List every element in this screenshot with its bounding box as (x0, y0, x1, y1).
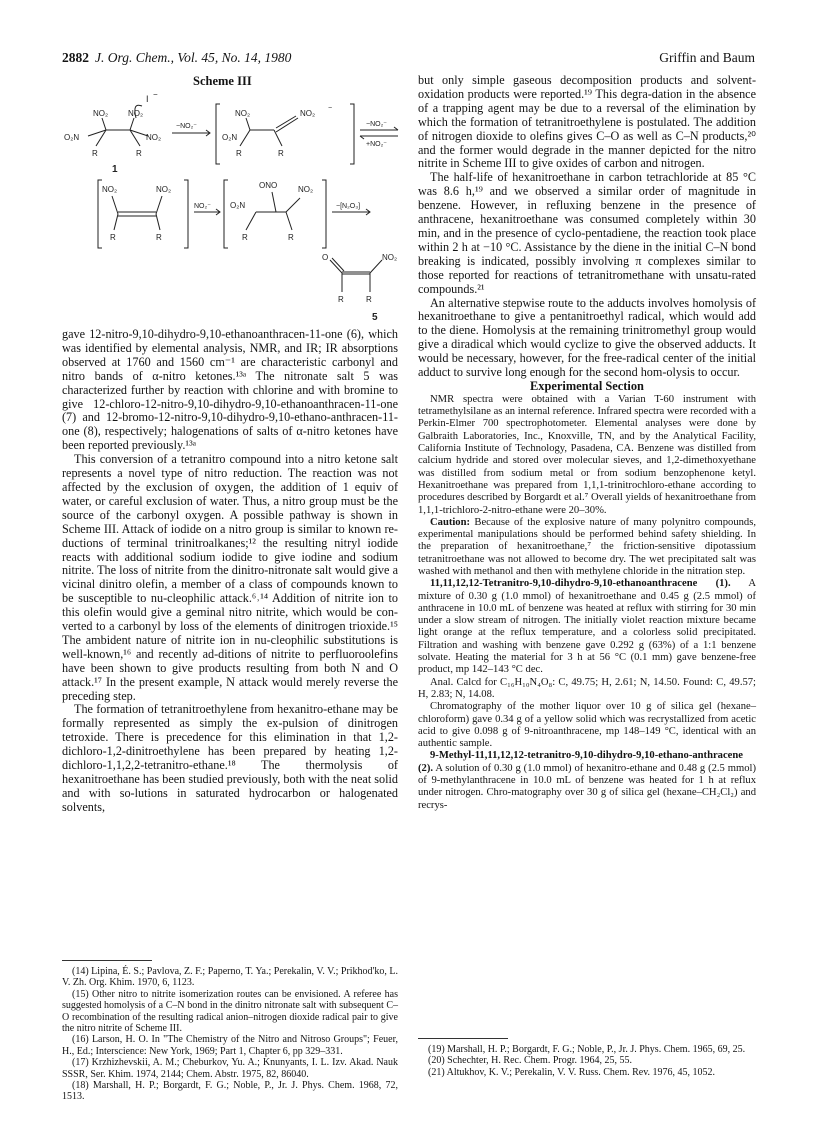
iodide-charge: − (153, 90, 158, 99)
footnote: (18) Marshall, H. P.; Borgardt, F. G.; Noble, P., Jr. J. Phys. Chem. 1968, 72, 1513. (62, 1080, 398, 1103)
exp-paragraph: Anal. Calcd for C₁₆H₁₀N₄O₈: C, 49.75; H, 2.61; N, 14.50. Found: C, 49.57; H, 2.83; N, 14.08. (418, 676, 756, 700)
exp-paragraph: Chromatography of the mother liquor over 10 g of silica gel (hexane–chloroform) gave 0.34 g of a yellow solid which was recrystallized from acetic acid to give 0.098 g of 9-nitroanthracene, mp 148–149 °C, identical with an authentic sample. (418, 701, 756, 750)
procedure-text: A mixture of 0.30 g (1.0 mmol) of hexanitroethane and 0.45 g (2.5 mmol) of anthracene in 10.0 mL of benzene was heated at reflux with stirring for 30 min under a slow stream of nitrogen. The initially violet reaction mixture became light orange at the reflux temperature, and a colorless solid precipitated. Filtration and washing with benzene gave 0.292 g (63%) of a 1:1 benzene solvate. Heating the material for 3 h at 56 °C (0.1 mm) gave benzene-free product, mp 142–143 °C dec. (418, 578, 756, 676)
r-label: R (236, 149, 242, 158)
body-paragraph: but only simple gaseous decomposition products and solvent-oxidation products were reported.¹⁹ This degra-dation in the absence of a trapping agent may be due to a reversal of the elimination by which the formation of tetranitroethylene is postulated. The addition of nitrogen dioxide to olefins gives C–O as well as C–N products,²⁰ and the former would degrade in the manner depicted for the nitro nitrite in Scheme III to give oxides of carbon and nitrogen. (418, 73, 756, 171)
o2n-label: O₂N (222, 133, 238, 142)
arrow-label: +NO₂⁻ (366, 141, 387, 148)
left-footnotes (62, 966, 398, 1103)
equilibrium-arrows-1 (360, 121, 398, 148)
structure-5 (322, 253, 397, 323)
r-label: R (92, 149, 98, 158)
arrow-label: −NO₂⁻ (176, 123, 197, 130)
footnote: (15) Other nitro to nitrite isomerization routes can be envisioned. A referee has suggested homolysis of a C–N bond in the dinitro nitronate salt with subsequent C–O recombination of the resulting radical anion–nitrogen dioxide radical pair to give the nitro nitrite of Scheme III. (62, 988, 398, 1035)
ono-label: ONO (259, 181, 278, 190)
oxygen-label: O (322, 253, 329, 262)
no2-label: NO₂ (156, 185, 172, 194)
iodide-label: I (146, 94, 149, 104)
reaction-arrow-1 (172, 123, 210, 136)
nitro-nitrite-intermediate (224, 180, 326, 248)
reaction-arrow-3 (332, 203, 370, 215)
header-citation (62, 50, 291, 66)
no2-label: NO₂ (382, 253, 398, 262)
no2-label: NO₂ (146, 133, 162, 142)
exp-paragraph (418, 750, 756, 811)
no2-label: NO₂ (235, 109, 251, 118)
left-column-body (62, 328, 398, 815)
procedure-text: A solution of 0.30 g (1.0 mmol) of hexanitro-ethane and 0.48 g (2.5 mmol) of 9-methylanthracene in 10.0 mL of benzene was heated for 1 h at reflux under nitrogen. Chro-matography over 30 g of silica gel (hexane–CH₂Cl₂) and recrys- (418, 762, 756, 811)
intermediate-nitronate (216, 104, 354, 164)
r-label: R (288, 233, 294, 242)
body-paragraph: An alternative stepwise route to the adducts involves homolysis of hexanitroethane to give a pentanitroethyl radical, which would add to the diene. Homolysis at the remaining trinitromethyl group would give a diradical which would cyclize to give the observed adducts. It would be necessary, however, for the free-radical center of the initial adduct to survive long enough for the second hom-olysis to occur. (418, 295, 756, 380)
page-number: 2882 (62, 50, 89, 65)
experimental-heading: Experimental Section (530, 378, 644, 393)
body-paragraph: The formation of tetranitroethylene from hexanitro-ethane may be formally represented as simply the ex-pulsion of dinitrogen tetroxide. There is precedence for this elimination in that 1,2-dichloro-1,2-dinitroethylene has been prepared by heating 1,2-dichloro-1,1,2,2-tetranitro-ethane.¹⁸ The thermolysis of hexanitroethane has been studied previously, both with the neat solid and with so-lutions in saturated hydrocarbon or halogenated solvents, (62, 702, 398, 814)
o2n-label: O₂N (230, 201, 246, 210)
caution-lead: Caution: (430, 516, 471, 528)
no2-label: NO₂ (300, 109, 316, 118)
footnote: (19) Marshall, H. P.; Borgardt, F. G.; Noble, P., Jr. J. Phys. Chem. 1965, 69, 25. (428, 1044, 746, 1055)
footnote: (17) Krzhizhevskii, A. M.; Cheburkov, Yu. A.; Knunyants, I. L. Izv. Akad. Nauk SSSR, Ser. Khim. 1974, 2144; Chem. Abstr. 1975, 82, 86040. (62, 1057, 398, 1080)
footnote: (16) Larson, H. O. In "The Chemistry of the Nitro and Nitroso Groups"; Feuer, H., Ed.; Interscience: New York, 1969; Part 1, Chapter 6, pp 329–331. (62, 1034, 398, 1057)
dinitro-olefin (98, 180, 188, 248)
right-footnotes (418, 1044, 756, 1078)
no2-label: NO₂ (93, 109, 109, 118)
scheme-title: Scheme III (193, 74, 252, 88)
r-label: R (156, 233, 162, 242)
arrow-label: −[N₂O₃] (336, 203, 361, 210)
o2n-label: O₂N (64, 133, 80, 142)
right-column-body (418, 74, 756, 812)
experimental-section (418, 394, 756, 812)
arrow-label: NO₂⁻ (194, 203, 211, 210)
no2-label: NO₂ (298, 185, 314, 194)
footnote: (21) Altukhov, K. V.; Perekalin, V. V. Russ. Chem. Rev. 1976, 45, 1052. (428, 1066, 716, 1078)
charge-label: − (328, 105, 333, 112)
reaction-arrow-2 (194, 203, 220, 215)
structure-1 (64, 90, 161, 175)
footnote: (14) Lipina, É. S.; Pavlova, Z. F.; Paperno, T. Ya.; Perekalin, V. V.; Prikhod'ko, L. V. Zh. Org. Khim. 1970, 6, 1123. (62, 966, 398, 989)
footnote-rule (62, 960, 152, 961)
scheme-iii-diagram (60, 88, 405, 328)
running-header (62, 50, 755, 68)
body-paragraph: gave 12-nitro-9,10-dihydro-9,10-ethanoanthracen-11-one (6), which was identified by elemental analysis, NMR, and IR; IR absorptions observed at 1760 and 1560 cm⁻¹ are characteristic carbonyl and nitro bands of α-nitro ketones.¹³ᵃ The nitronate salt 5 was characterized further by reaction with chlorine and with bromine to give 12-chloro-12-nitro-9,10-dihydro-9,10-ethanoanthracen-11-one (7) and 12-bromo-12-nitro-9,10-dihydro-9,10-ethano-anthracen-11-one (8), respectively; halogenations of salts of α-nitro ketones have been reported previously.¹³ᵃ (62, 327, 398, 453)
compound-heading: 9-Methyl-11,11,12,12-tetranitro-9,10-dihydro-9,10-ethano-anthracene (2). (418, 750, 743, 774)
r-label: R (242, 233, 248, 242)
exp-paragraph (418, 578, 756, 676)
journal-citation: J. Org. Chem., Vol. 45, No. 14, 1980 (95, 50, 292, 65)
header-authors: Griffin and Baum (659, 50, 755, 65)
r-label: R (110, 233, 116, 242)
exp-paragraph: NMR spectra were obtained with a Varian T-60 instrument with tetramethylsilane as an internal reference. Infrared spectra were recorded with a Perkin-Elmer 700 spectrophotometer. Elemental analyses were done by Galbraith Laboratories, Inc., Knoxville, TN, and by the Analytical Facility, California Institute of Technology, Pasadena, CA. Benzene was distilled from calcium hydride and stored over molecular sieves, and 1,2-dimethoxyethane was distilled from sodium metal or from sodium benzophenone ketyl. Hexanitroethane was prepared from 1,1,1-trinitrochloro-ethane according to procedures described by Borgardt et al.⁷ Overall yields of hexanitroethane from 1,1,1-trichloro-2-nitro-ethane were 20–30%. (418, 393, 756, 516)
footnote: (20) Schechter, H. Rec. Chem. Progr. 1964, 25, 55. (428, 1055, 633, 1067)
body-paragraph: This conversion of a tetranitro compound into a nitro ketone salt represents a novel type of nitro reduction. The reaction was not affected by the exclusion of oxygen, the addition of 1 equiv of water, or careful exclusion of water. Thus, a nitro group must be the source of the carbonyl oxygen. A possible pathway is shown in Scheme III. Attack of iodide on a nitro group is similar to known re-ductions of terminal trinitroalkanes;¹² the resulting nitryl iodide reacts with additional sodium iodide to give iodine and sodium nitrite. The loss of nitrite from the dinitro-nitronate salt would give a vicinal dinitro olefin, a member of a class of compounds known to be susceptible to nu-cleophilic attack.⁶˒¹⁴ Addition of nitrite ion to this olefin would give a geminal nitro nitrite, which would be con-verted to a carbonyl by loss of the elements of dinitrogen trioxide.¹⁵ The ambident nature of nitrite ion in nu-cleophilic substitutions is well-known,¹⁶ and recently ad-ditions of nitrite to perfluoroolefins have been shown to give products resulting from both N and O attack.¹⁷ In the present example, N attack would merely reverse the preceding step. (62, 452, 398, 703)
r-label: R (136, 149, 142, 158)
r-label: R (338, 295, 344, 304)
no2-label: NO₂ (128, 109, 144, 118)
r-label: R (278, 149, 284, 158)
r-label: R (366, 295, 372, 304)
compound-number-5: 5 (372, 312, 378, 323)
footnote-rule (418, 1038, 508, 1039)
compound-number-1: 1 (112, 164, 118, 175)
arrow-label: −NO₂⁻ (366, 121, 387, 128)
exp-paragraph (418, 517, 756, 578)
caution-text: Because of the explosive nature of many polynitro compounds, experimental manipulations should be performed behind safety shielding. In the preparation of hexanitroethane,⁷ the friction-sensitive dipotassium tetranitroethane was not allowed to become dry. The wet precipitated salt was washed with methanol and then with methylene chloride in the nitration step. (418, 516, 757, 577)
no2-label: NO₂ (102, 185, 118, 194)
compound-heading: 11,11,12,12-Tetranitro-9,10-dihydro-9,10-ethanoanthracene (1). (430, 578, 731, 590)
body-paragraph: The half-life of hexanitroethane in carbon tetrachloride at 85 °C was 8.6 h,¹⁹ and we observed a similar order of magnitude in benzene. However, in refluxing benzene in the presence of anthracene, hexanitroethane was consumed completely within 30 min, and in the presence of cyclo-pentadiene, the reaction took place within 2 h at −10 °C. Assistance by the diene in the initial C–N bond breaking is indicated, possibly involving π complexes similar to those reported for reactions of tetranitromethane with unsatu-rated compounds.²¹ (418, 170, 756, 296)
